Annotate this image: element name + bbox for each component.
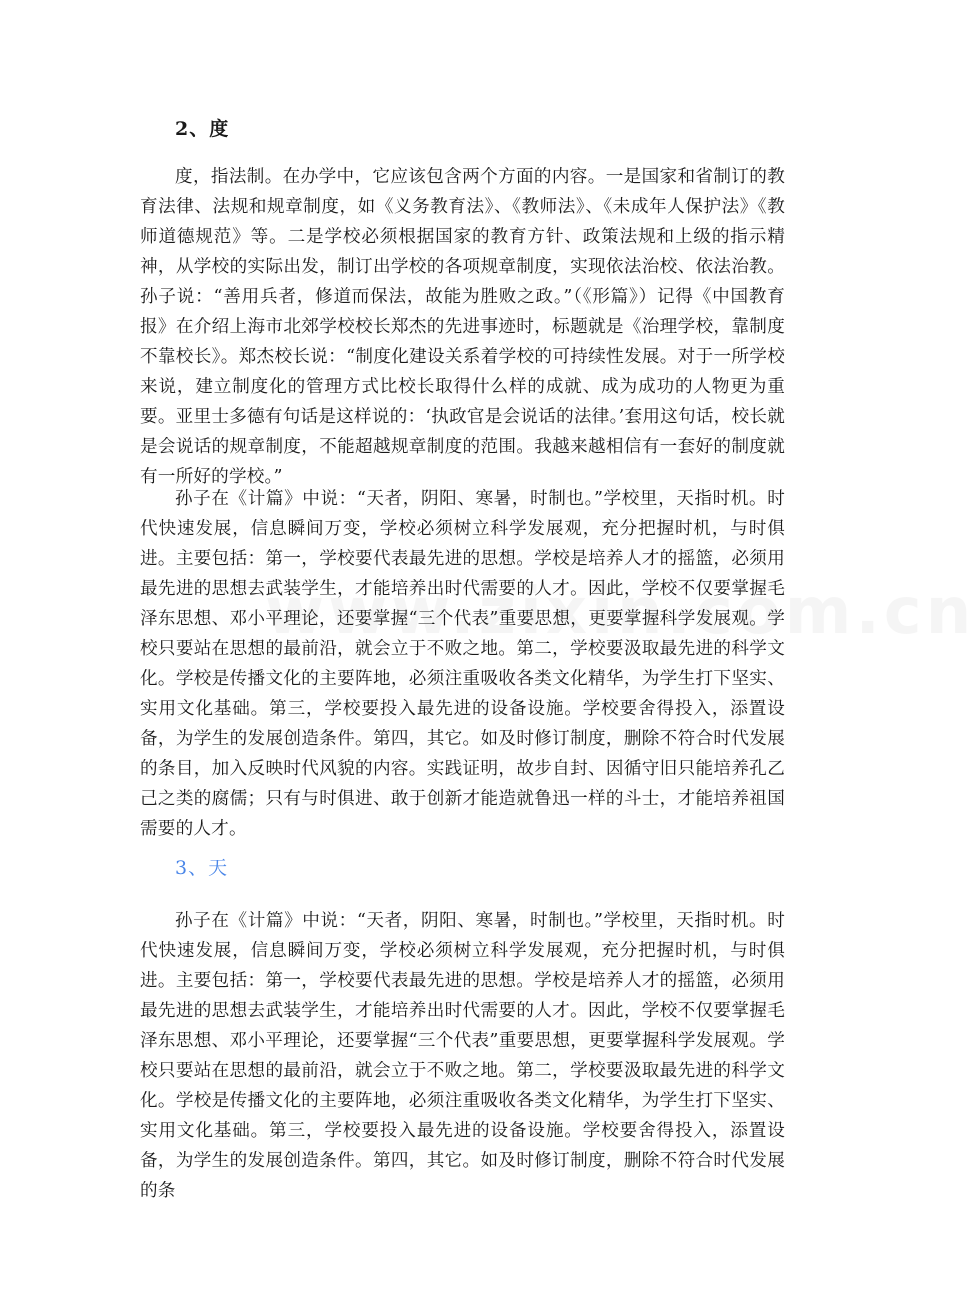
section-heading-tian: 3、天: [175, 857, 229, 879]
paragraph-tian-intro: 孙子在《计篇》中说：“天者，阴阳、寒暑，时制也。”学校里，天指时机。时代快速发展，信息瞬间万变，学校必须树立科学发展观，充分把握时机，与时俱进。主要包括：第一，学校要代表最先进的思想。学校是培养人才的摇篮，必须用最先进的思想去武装学生，才能培养出时代需要的人才。因此，学校不仅要掌握毛泽东思想、邓小平理论，还要掌握“三个代表”重要思想，更要掌握科学发展观。学校只要站在思想的最前沿，就会立于不败之地。第二，学校要汲取最先进的科学文化。学校是传播文化的主要阵地，必须注重吸收各类文化精华，为学生打下坚实、实用文化基础。第三，学校要投入最先进的设备设施。学校要舍得投入，添置设备，为学生的发展创造条件。第四，其它。如及时修订制度，删除不符合时代发展的条目，加入反映时代风貌的内容。实践证明，故步自封、因循守旧只能培养孔乙己之类的腐儒；只有与时俱进、敢于创新才能造就鲁迅一样的斗士，才能培养祖国需要的人才。: [140, 489, 785, 839]
section-heading-du: 2、度: [175, 118, 230, 140]
paragraph-tian: 孙子在《计篇》中说：“天者，阴阳、寒暑，时制也。”学校里，天指时机。时代快速发展，信息瞬间万变，学校必须树立科学发展观，充分把握时机，与时俱进。主要包括：第一，学校要代表最先进的思想。学校是培养人才的摇篮，必须用最先进的思想去武装学生，才能培养出时代需要的人才。因此，学校不仅要掌握毛泽东思想、邓小平理论，还要掌握“三个代表”重要思想，更要掌握科学发展观。学校只要站在思想的最前沿，就会立于不败之地。第二，学校要汲取最先进的科学文化。学校是传播文化的主要阵地，必须注重吸收各类文化精华，为学生打下坚实、实用文化基础。第三，学校要投入最先进的设备设施。学校要舍得投入，添置设备，为学生的发展创造条件。第四，其它。如及时修订制度，删除不符合时代发展的条: [140, 911, 785, 1201]
paragraph-du: 度，指法制。在办学中，它应该包含两个方面的内容。一是国家和省制订的教育法律、法规和规章制度，如《义务教育法》、《教师法》、《未成年人保护法》《教师道德规范》等。二是学校必须根据国家的教育方针、政策法规和上级的指示精神，从学校的实际出发，制订出学校的各项规章制度，实现依法治校、依法治教。孙子说：“善用兵者，修道而保法，故能为胜败之政。”（《形篇》）记得《中国教育报》在介绍上海市北郊学校校长郑杰的先进事迹时，标题就是《治理学校，靠制度不靠校长》。郑杰校长说：“制度化建设关系着学校的可持续性发展。对于一所学校来说，建立制度化的管理方式比校长取得什么样的成就、成为成功的人物更为重要。亚里士多德有句话是这样说的：‘执政官是会说话的法律。’套用这句话，校长就是会说话的规章制度，不能超越规章制度的范围。我越来越相信有一套好的制度就有一所好的学校。”: [140, 167, 785, 487]
